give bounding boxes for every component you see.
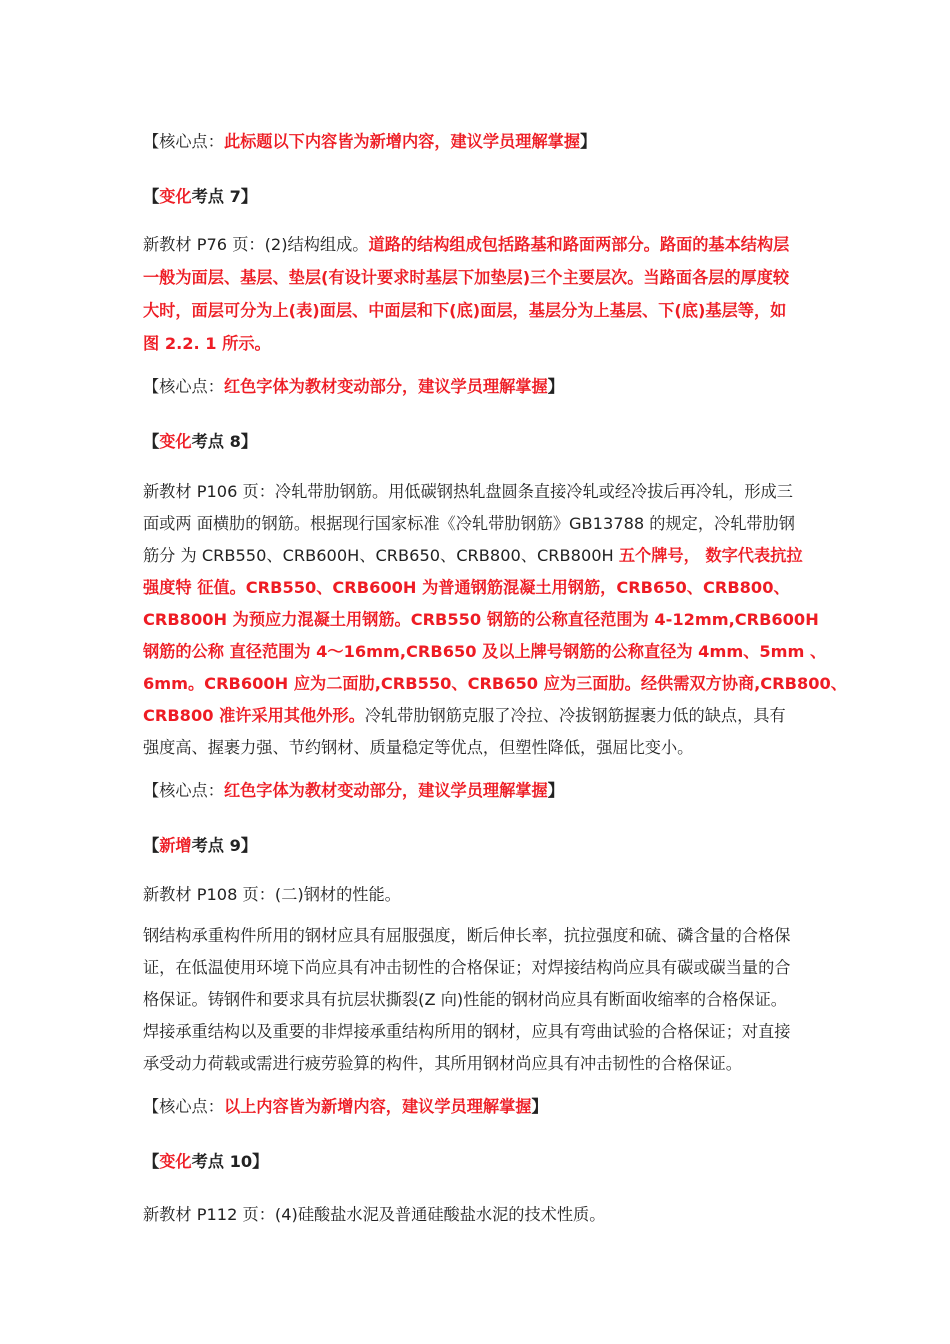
paragraph-line: 钢结构承重构件所用的钢材应具有屈服强度，断后伸长率，抗拉强度和硫、磷含量的合格保 (143, 926, 791, 945)
paragraph-line: 证，在低温使用环境下尚应具有冲击韧性的合格保证；对焊接结构尚应具有碳或碳当量的合 (143, 958, 791, 977)
paragraph-line: 承受动力荷载或需进行疲劳验算的构件，其所用钢材尚应具有冲击韧性的合格保证。 (143, 1054, 742, 1073)
heading-exam-point-7: 【变化考点 7】 (143, 187, 258, 206)
paragraph-line: 新教材 P106 页：冷轧带肋钢筋。用低碳钢热轧盘圆条直接冷轧或经冷拔后再冷轧，形成三 (143, 482, 793, 501)
paragraph-line: 格保证。铸钢件和要求具有抗层状撕裂(Z 向)性能的钢材尚应具有断面收缩率的合格保证。 (143, 990, 787, 1009)
heading-exam-point-10: 【变化考点 10】 (143, 1152, 269, 1171)
paragraph-line: 强度特 征值。CRB550、CRB600H 为普通钢筋混凝土用钢筋，CRB650、CRB800、 (143, 578, 790, 597)
paragraph-line: 钢筋的公称 直径范围为 4～16mm,CRB650 及以上牌号钢筋的公称直径为 4mm、5mm 、 (143, 642, 827, 661)
paragraph-line: 筋分 为 CRB550、CRB600H、CRB650、CRB800、CRB800H 五个牌号， 数字代表抗拉 (143, 546, 803, 565)
core-point-note-3: 【核心点：红色字体为教材变动部分，建议学员理解掌握】 (143, 781, 564, 800)
heading-exam-point-9: 【新增考点 9】 (143, 836, 258, 855)
paragraph-intro: 新教材 P108 页：(二)钢材的性能。 (143, 885, 401, 904)
core-point-note-1: 【核心点：此标题以下内容皆为新增内容，建议学员理解掌握】 (143, 132, 597, 151)
core-point-note-4: 【核心点：以上内容皆为新增内容，建议学员理解掌握】 (143, 1097, 548, 1116)
paragraph-line: 大时，面层可分为上(表)面层、中面层和下(底)面层，基层分为上基层、下(底)基层等，如 (143, 301, 787, 320)
paragraph-line: 焊接承重结构以及重要的非焊接承重结构所用的钢材，应具有弯曲试验的合格保证；对直接 (143, 1022, 791, 1041)
paragraph-line: CRB800 准许采用其他外形。冷轧带肋钢筋克服了冷拉、冷拔钢筋握裹力低的缺点，具有 (143, 706, 786, 725)
paragraph-line: 一般为面层、基层、垫层(有设计要求时基层下加垫层)三个主要层次。当路面各层的厚度较 (143, 268, 790, 287)
paragraph-intro: 新教材 P112 页：(4)硅酸盐水泥及普通硅酸盐水泥的技术性质。 (143, 1205, 606, 1224)
paragraph-line: 面或两 面横肋的钢筋。根据现行国家标准《冷轧带肋钢筋》GB13788 的规定，冷轧带肋钢 (143, 514, 795, 533)
paragraph-line: 新教材 P76 页：(2)结构组成。道路的结构组成包括路基和路面两部分。路面的基本结构层 (143, 235, 790, 254)
paragraph-line: 6mm。CRB600H 应为二面肋,CRB550、CRB650 应为三面肋。经供需双方协商,CRB800、 (143, 674, 847, 693)
paragraph-line: 图 2.2. 1 所示。 (143, 334, 271, 353)
core-point-note-2: 【核心点：红色字体为教材变动部分，建议学员理解掌握】 (143, 377, 564, 396)
paragraph-line: CRB800H 为预应力混凝土用钢筋。CRB550 钢筋的公称直径范围为 4-12mm,CRB600H (143, 610, 819, 629)
heading-exam-point-8: 【变化考点 8】 (143, 432, 258, 451)
paragraph-line: 强度高、握裹力强、节约钢材、质量稳定等优点，但塑性降低，强屈比变小。 (143, 738, 694, 757)
